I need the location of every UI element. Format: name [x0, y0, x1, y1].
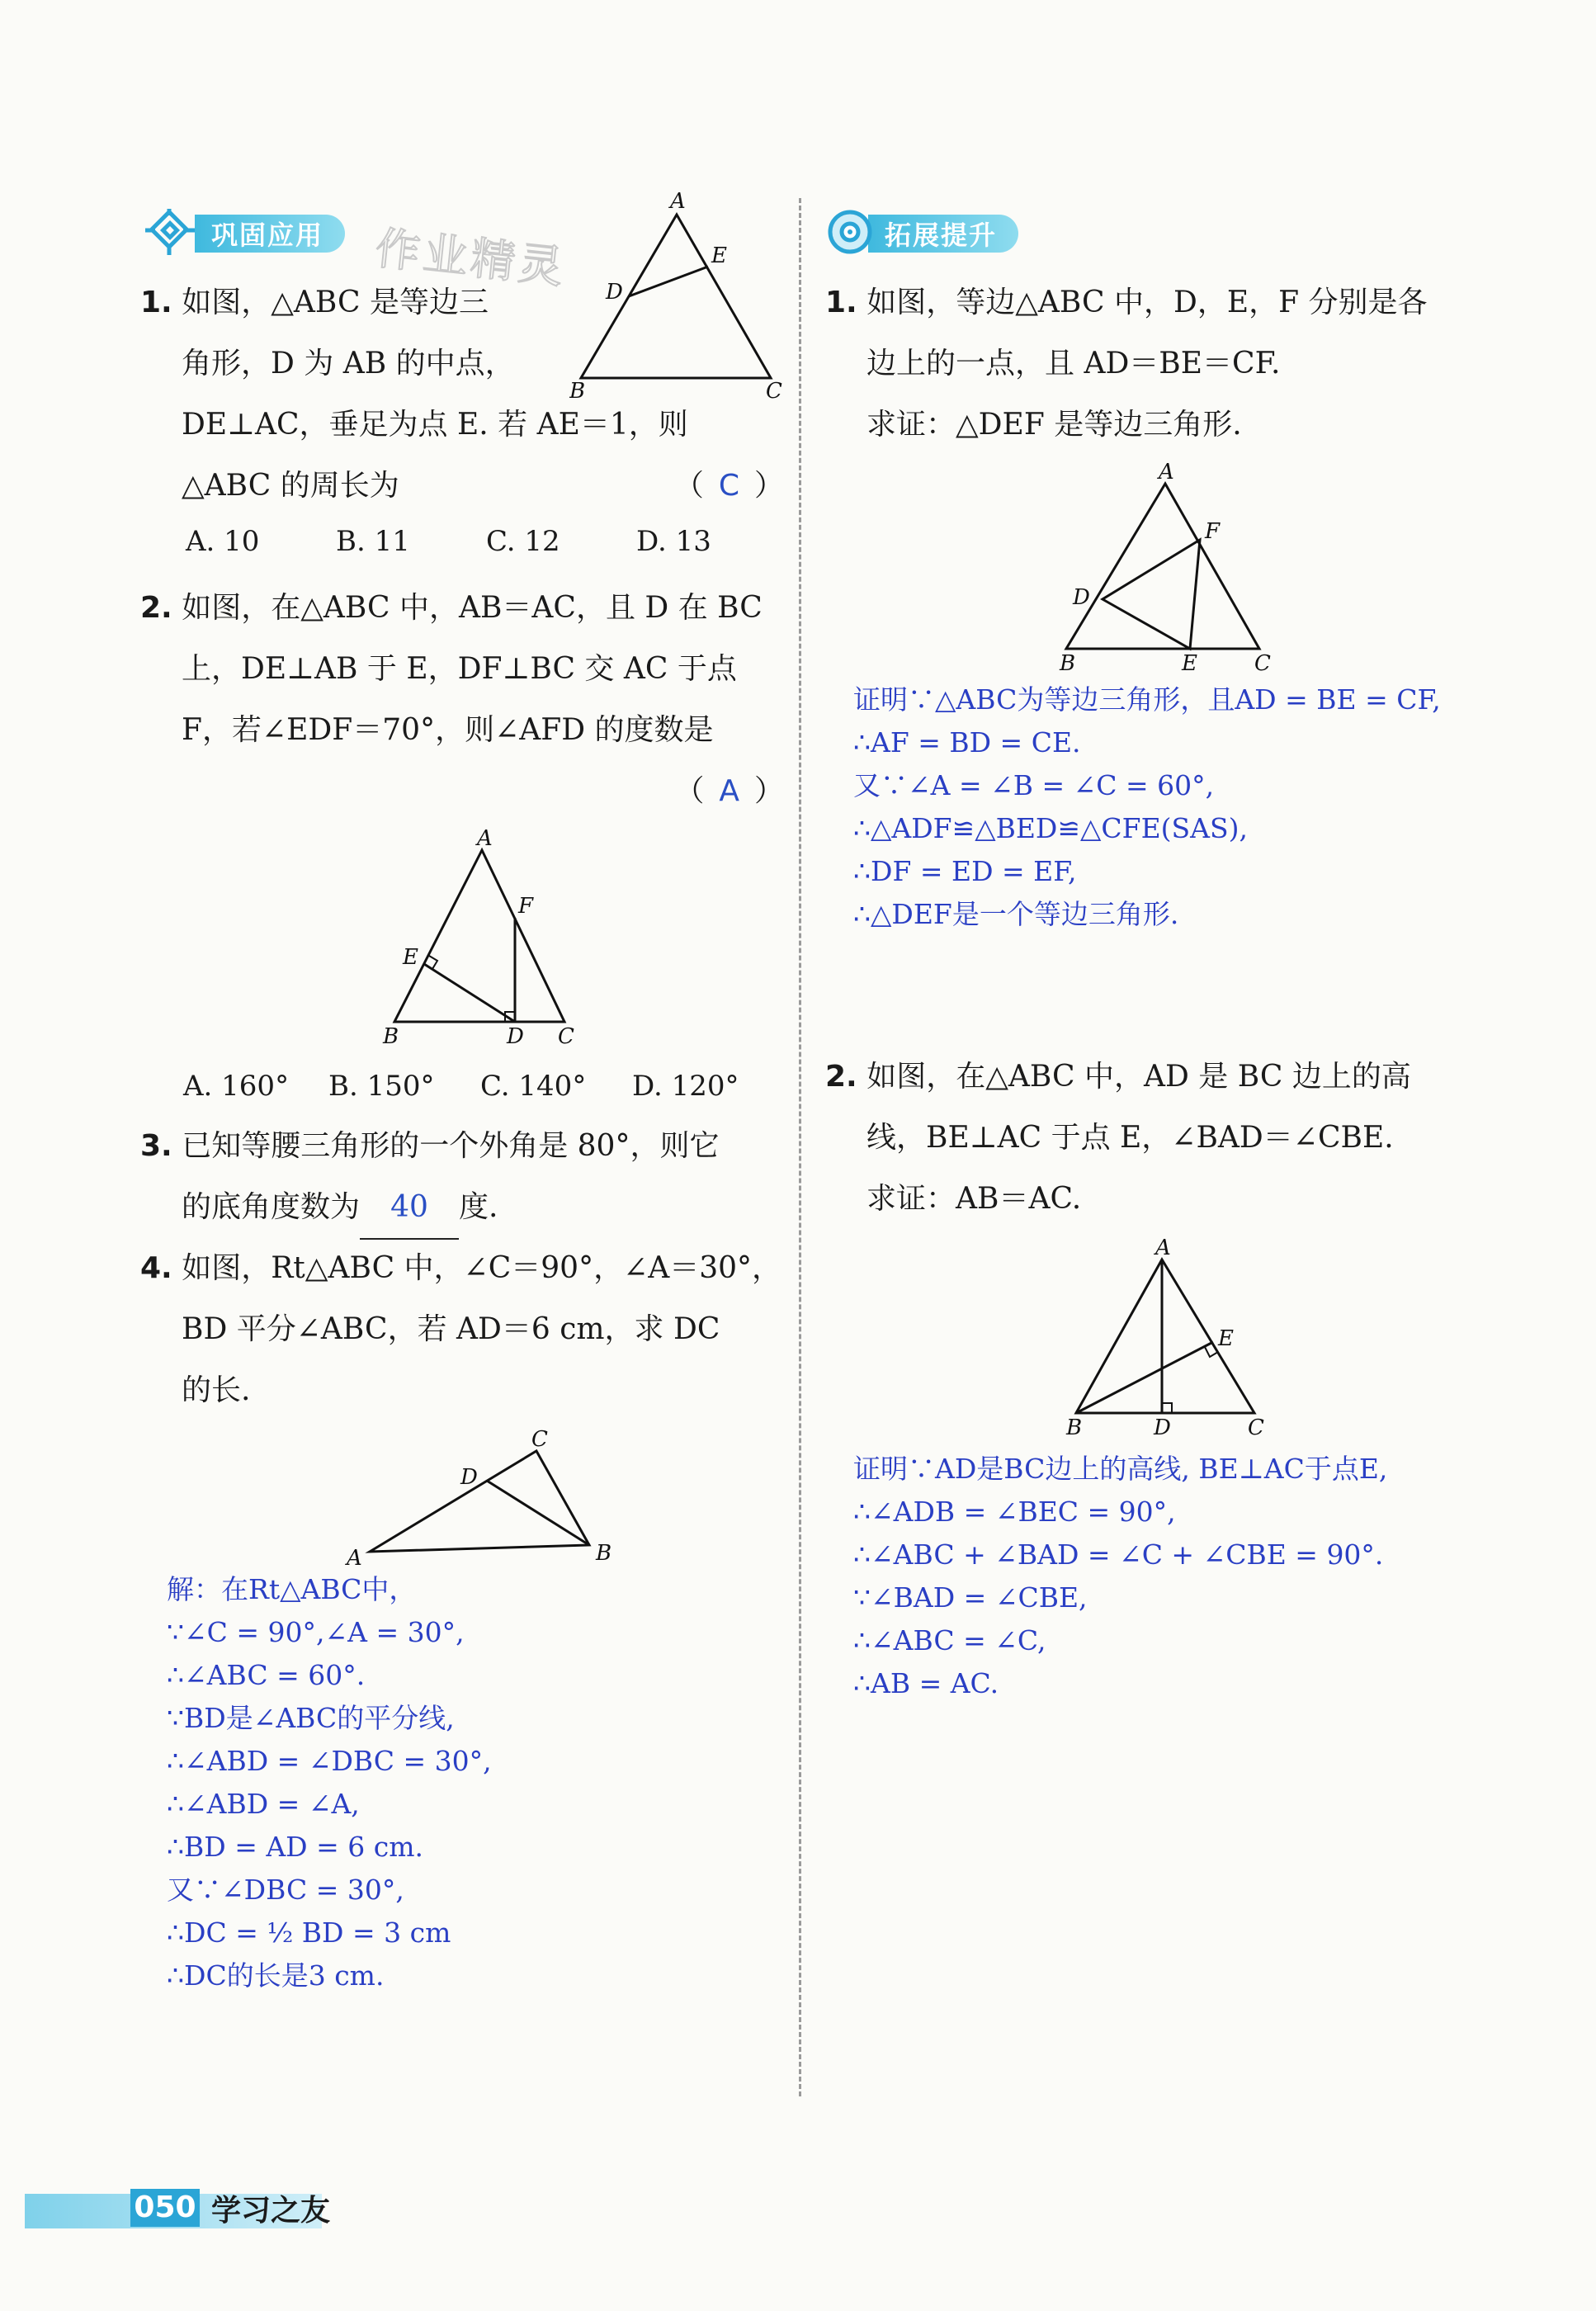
- question-text: △ABC 的周长为: [182, 469, 399, 503]
- paren: ）: [753, 774, 784, 808]
- solution-line: 又∵∠DBC = 30°,: [167, 1874, 404, 1906]
- label-D: D: [606, 280, 623, 305]
- question-text: DE⊥AC，垂足为点 E. 若 AE＝1，则: [182, 408, 688, 442]
- question-text: 度.: [459, 1190, 498, 1224]
- knot-icon: [140, 207, 206, 260]
- solution-line: ∴BD = AD = 6 cm.: [167, 1831, 424, 1863]
- figure-r1: [1048, 462, 1287, 677]
- option: C. 12: [486, 525, 560, 558]
- question-r1: [825, 272, 1502, 456]
- label-A: A: [1155, 1236, 1171, 1260]
- question-4: [140, 1238, 784, 1421]
- proof-line: ∴∠ABC + ∠BAD = ∠C + ∠CBE = 90°.: [853, 1538, 1384, 1571]
- options-q1: [186, 525, 711, 558]
- question-number: 1.: [140, 286, 172, 319]
- label-C: C: [1248, 1415, 1264, 1440]
- solution-line: ∴DC的长是3 cm.: [167, 1959, 385, 1992]
- label-E: E: [403, 945, 418, 970]
- section-title: 拓展提升: [868, 215, 1018, 253]
- question-text: 上，DE⊥AB 于 E，DF⊥BC 交 AC 于点: [182, 652, 737, 686]
- label-B: B: [569, 379, 586, 404]
- solution-line: ∵BD是∠ABC的平分线,: [167, 1702, 455, 1734]
- proof-line: ∴AB = AC.: [853, 1667, 999, 1699]
- option: D. 120°: [632, 1070, 739, 1103]
- label-C: C: [531, 1428, 548, 1452]
- question-text: 如图，在△ABC 中，AD 是 BC 边上的高: [866, 1060, 1411, 1094]
- proof-line: ∵∠BAD = ∠CBE,: [853, 1581, 1088, 1614]
- column-divider: [799, 198, 801, 2096]
- question-text: 求证：AB＝AC.: [866, 1182, 1082, 1216]
- question-text: F，若∠EDF＝70°，则∠AFD 的度数是: [182, 713, 714, 747]
- figure-q4: [338, 1428, 627, 1568]
- proof-line: ∴△DEF是一个等边三角形.: [853, 898, 1179, 930]
- answer-choice: C: [718, 469, 739, 503]
- question-3: [140, 1116, 784, 1240]
- label-C: C: [558, 1024, 574, 1049]
- question-text: 角形，D 为 AB 的中点，: [182, 347, 515, 380]
- label-A: A: [477, 826, 493, 851]
- solution-line: 解：在Rt△ABC中，: [167, 1573, 417, 1605]
- proof-line: ∴∠ADB = ∠BEC = 90°,: [853, 1496, 1176, 1528]
- proof-r1: [853, 678, 1441, 936]
- proof-line: 又∵∠A = ∠B = ∠C = 60°,: [853, 769, 1215, 801]
- solution-q4: [167, 1568, 492, 1997]
- question-number: 2.: [140, 591, 172, 625]
- question-text: 如图，等边△ABC 中，D，E，F 分别是各: [866, 286, 1428, 319]
- label-E: E: [1182, 651, 1197, 676]
- question-number: 2.: [825, 1060, 857, 1094]
- watermark: 作业精灵: [372, 222, 569, 294]
- question-number: 3.: [140, 1129, 172, 1163]
- proof-line: 证明∵AD是BC边上的高线, BE⊥AC于点E,: [853, 1453, 1388, 1485]
- label-D: D: [1073, 585, 1090, 610]
- label-D: D: [1154, 1415, 1171, 1440]
- question-text: 如图，△ABC 是等边三: [182, 286, 489, 319]
- option: C. 140°: [480, 1070, 587, 1103]
- question-text: 如图，在△ABC 中，AB＝AC，且 D 在 BC: [182, 591, 763, 625]
- question-text: 如图，Rt△ABC 中，∠C＝90°，∠A＝30°，: [182, 1251, 782, 1285]
- answer-blank: 40: [360, 1177, 459, 1240]
- option: A. 10: [186, 525, 260, 558]
- proof-line: ∴AF = BD = CE.: [853, 726, 1081, 759]
- question-text: 边上的一点，且 AD＝BE＝CF.: [866, 347, 1281, 380]
- label-C: C: [1254, 651, 1271, 676]
- question-r2: [825, 1047, 1502, 1230]
- label-B: B: [1060, 651, 1076, 676]
- label-B: B: [383, 1024, 399, 1049]
- option: B. 11: [336, 525, 410, 558]
- question-text: 求证：△DEF 是等边三角形.: [866, 408, 1242, 442]
- figure-r2: [1056, 1235, 1271, 1441]
- solution-line: ∴∠ABD = ∠A,: [167, 1788, 360, 1820]
- label-E: E: [1218, 1326, 1234, 1351]
- solution-line: ∴∠ABC = 60°.: [167, 1659, 366, 1691]
- label-E: E: [711, 243, 727, 268]
- question-2: [140, 578, 784, 822]
- paren: （: [674, 774, 705, 808]
- page-number: 050: [130, 2189, 200, 2227]
- question-text: 的长.: [182, 1373, 251, 1407]
- label-D: D: [507, 1024, 524, 1049]
- paren: （: [673, 469, 704, 503]
- label-A: A: [670, 190, 686, 214]
- paren: ）: [753, 469, 784, 503]
- solution-line: ∵∠C = 90°,∠A = 30°,: [167, 1616, 465, 1648]
- proof-line: 证明∵△ABC为等边三角形，且AD = BE = CF,: [853, 683, 1441, 716]
- proof-line: ∴△ADF≌△BED≌△CFE(SAS),: [853, 812, 1248, 844]
- option: D. 13: [636, 525, 711, 558]
- option: B. 150°: [328, 1070, 435, 1103]
- question-number: 4.: [140, 1251, 172, 1285]
- solution-line: ∴∠ABD = ∠DBC = 30°,: [167, 1745, 492, 1777]
- answer-choice: A: [719, 774, 739, 808]
- label-D: D: [460, 1465, 478, 1490]
- label-A: A: [347, 1546, 362, 1568]
- label-A: A: [1159, 462, 1174, 484]
- figure-q2: [380, 825, 594, 1056]
- proof-line: ∴DF = ED = EF,: [853, 855, 1077, 887]
- question-number: 1.: [825, 286, 857, 319]
- label-F: F: [518, 894, 534, 919]
- proof-line: ∴∠ABC = ∠C,: [853, 1624, 1046, 1656]
- question-text: BD 平分∠ABC，若 AD＝6 cm，求 DC: [182, 1312, 720, 1346]
- label-B: B: [596, 1541, 612, 1566]
- section-title: 巩固应用: [195, 215, 345, 253]
- proof-r2: [853, 1448, 1387, 1705]
- target-icon: [822, 207, 880, 260]
- options-q2: [183, 1070, 739, 1103]
- solution-line: ∴DC = ½ BD = 3 cm: [167, 1916, 451, 1949]
- section-header-consolidate: [140, 210, 345, 257]
- option: A. 160°: [183, 1070, 290, 1103]
- section-header-extend: [822, 210, 1018, 257]
- question-text: 线，BE⊥AC 于点 E，∠BAD＝∠CBE.: [866, 1121, 1394, 1155]
- book-name: 学习之友: [211, 2194, 331, 2228]
- question-text: 的底角度数为: [182, 1190, 361, 1224]
- label-C: C: [766, 379, 782, 404]
- figure-q1: [569, 190, 792, 404]
- question-text: 已知等腰三角形的一个外角是 80°，则它: [182, 1129, 720, 1163]
- label-B: B: [1066, 1415, 1083, 1440]
- label-F: F: [1205, 519, 1221, 544]
